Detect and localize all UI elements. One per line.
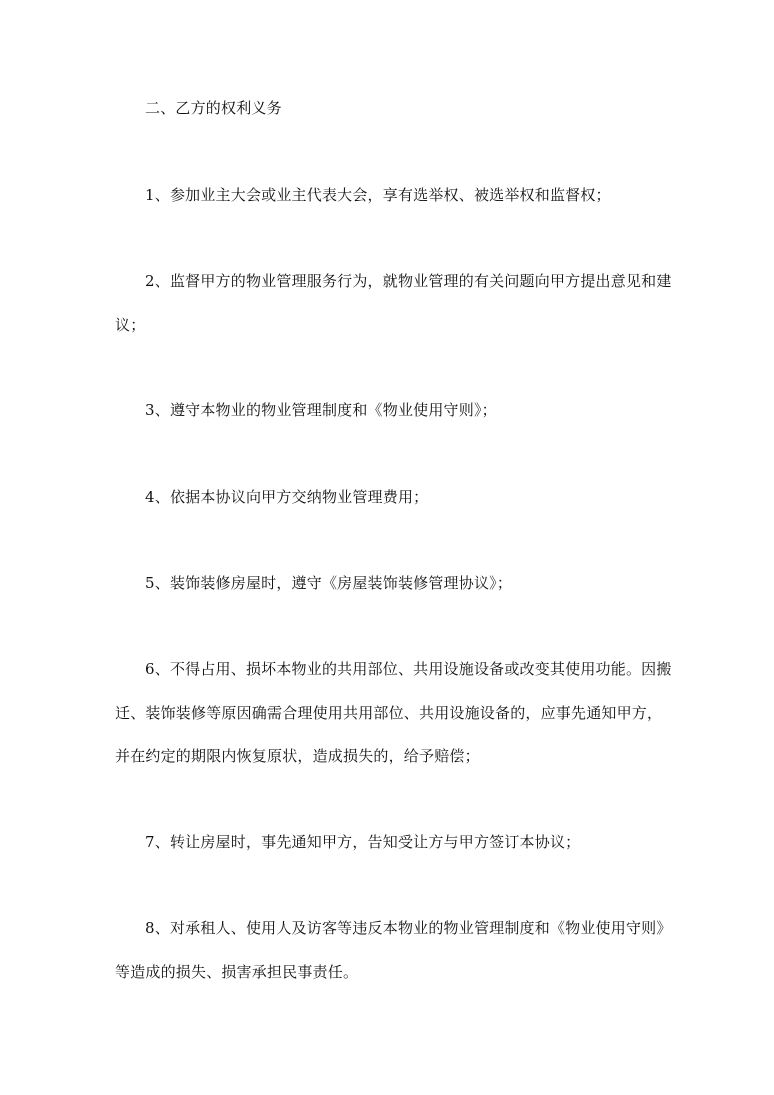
clause-2-line-1: 2、监督甲方的物业管理服务行为，就物业管理的有关问题向甲方提出意见和建 — [145, 272, 672, 290]
clause-6-line-1: 6、不得占用、损坏本物业的共用部位、共用设施设备或改变其使用功能。因搬 — [145, 660, 672, 678]
section-heading: 二、乙方的权利义务 — [145, 99, 282, 117]
clause-6-line-2: 迁、装饰装修等原因确需合理使用共用部位、共用设施设备的，应事先通知甲方， — [115, 704, 663, 722]
clause-7-line-1: 7、转让房屋时，事先通知甲方，告知受让方与甲方签订本协议； — [145, 833, 581, 851]
clause-1-line-1: 1、参加业主大会或业主代表大会，享有选举权、被选举权和监督权； — [145, 186, 611, 204]
clause-2-line-2: 议； — [115, 316, 146, 334]
clause-3-line-1: 3、遵守本物业的物业管理制度和《物业使用守则》； — [145, 401, 497, 419]
clause-5-line-1: 5、装饰装修房屋时，遵守《房屋装饰装修管理协议》； — [145, 574, 513, 592]
clause-6-line-3: 并在约定的期限内恢复原状，造成损失的，给予赔偿； — [115, 747, 480, 765]
clause-4-line-1: 4、依据本协议向甲方交纳物业管理费用； — [145, 488, 429, 506]
clause-8-line-2: 等造成的损失、损害承担民事责任。 — [115, 963, 359, 981]
clause-8-line-1: 8、对承租人、使用人及访客等违反本物业的物业管理制度和《物业使用守则》 — [145, 919, 672, 937]
